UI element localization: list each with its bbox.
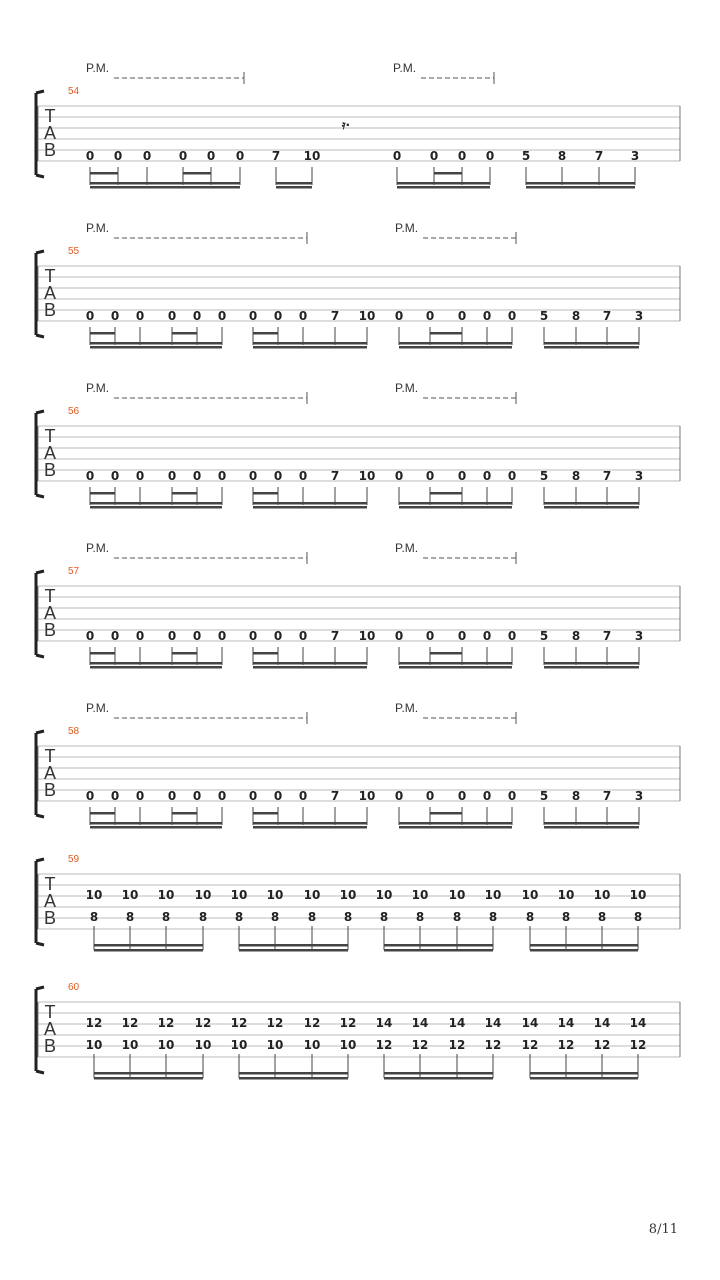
tab-clef-letter: A — [43, 443, 57, 463]
beam — [544, 346, 639, 349]
beam — [90, 346, 222, 349]
beam — [397, 182, 490, 185]
beam — [384, 949, 493, 952]
fret-number: 0 — [85, 469, 95, 483]
fret-number: 8 — [571, 309, 581, 323]
beam — [172, 332, 197, 335]
fret-number: 0 — [135, 789, 145, 803]
beam — [399, 666, 512, 669]
palm-mute-label: P.M. — [86, 61, 110, 75]
fret-number: 8 — [525, 910, 535, 924]
fret-number: 0 — [248, 309, 258, 323]
beam — [90, 662, 222, 665]
fret-number: 14 — [557, 1016, 575, 1030]
fret-number: 7 — [602, 789, 612, 803]
fret-number: 0 — [507, 469, 517, 483]
fret-number: 0 — [425, 309, 435, 323]
fret-number: 10 — [266, 1038, 284, 1052]
beam — [90, 666, 222, 669]
beam — [530, 1072, 638, 1075]
fret-number: 12 — [339, 1016, 357, 1030]
fret-number: 0 — [394, 309, 404, 323]
beam — [94, 1077, 203, 1080]
beam — [90, 182, 240, 185]
fret-number: 0 — [167, 789, 177, 803]
fret-number: 12 — [521, 1038, 539, 1052]
beam — [399, 342, 512, 345]
fret-number: 8 — [343, 910, 353, 924]
beam — [276, 182, 312, 185]
fret-number: 12 — [266, 1016, 284, 1030]
staff-bracket — [36, 411, 44, 497]
beam — [430, 492, 462, 495]
tab-clef-letter: T — [44, 266, 56, 286]
fret-number: 14 — [521, 1016, 539, 1030]
palm-mute-label: P.M. — [395, 381, 419, 395]
fret-number: 0 — [298, 629, 308, 643]
fret-number: 0 — [167, 629, 177, 643]
fret-number: 0 — [178, 149, 188, 163]
beam — [544, 822, 639, 825]
beam — [172, 812, 197, 815]
beam — [253, 506, 367, 509]
fret-number: 0 — [425, 629, 435, 643]
fret-number: 14 — [593, 1016, 611, 1030]
staff-bracket — [36, 987, 44, 1073]
fret-number: 10 — [194, 888, 212, 902]
fret-number: 7 — [602, 469, 612, 483]
beam — [253, 662, 367, 665]
fret-number: 10 — [266, 888, 284, 902]
fret-number: 0 — [394, 629, 404, 643]
beam — [253, 652, 278, 655]
fret-number: 0 — [485, 149, 495, 163]
beam — [90, 342, 222, 345]
fret-number: 0 — [482, 309, 492, 323]
beam — [253, 346, 367, 349]
fret-number: 10 — [85, 888, 103, 902]
fret-number: 7 — [330, 469, 340, 483]
beam — [544, 506, 639, 509]
fret-number: 0 — [429, 149, 439, 163]
fret-number: 12 — [157, 1016, 175, 1030]
fret-number: 12 — [629, 1038, 647, 1052]
fret-number: 12 — [593, 1038, 611, 1052]
fret-number: 0 — [298, 469, 308, 483]
beam — [253, 502, 367, 505]
tab-clef-letter: T — [44, 746, 56, 766]
fret-number: 12 — [303, 1016, 321, 1030]
fret-number: 5 — [539, 309, 549, 323]
fret-number: 3 — [634, 789, 644, 803]
fret-number: 0 — [248, 789, 258, 803]
beam — [430, 812, 462, 815]
fret-number: 0 — [482, 469, 492, 483]
beam — [430, 332, 462, 335]
fret-number: 7 — [330, 789, 340, 803]
fret-number: 0 — [248, 629, 258, 643]
fret-number: 0 — [482, 629, 492, 643]
fret-number: 0 — [192, 469, 202, 483]
staff-bracket — [36, 859, 44, 945]
beam — [90, 506, 222, 509]
fret-number: 7 — [330, 629, 340, 643]
fret-number: 10 — [375, 888, 393, 902]
fret-number: 0 — [110, 309, 120, 323]
fret-number: 0 — [425, 469, 435, 483]
beam — [172, 492, 197, 495]
fret-number: 10 — [593, 888, 611, 902]
tab-clef-letter: A — [43, 1019, 57, 1039]
beam — [434, 172, 462, 175]
fret-number: 8 — [234, 910, 244, 924]
fret-number: 10 — [521, 888, 539, 902]
fret-number: 0 — [135, 469, 145, 483]
fret-number: 0 — [113, 149, 123, 163]
fret-number: 0 — [217, 789, 227, 803]
fret-number: 0 — [85, 149, 95, 163]
fret-number: 14 — [375, 1016, 393, 1030]
fret-number: 0 — [507, 309, 517, 323]
fret-number: 8 — [198, 910, 208, 924]
palm-mute-label: P.M. — [86, 541, 110, 555]
tab-clef-letter: A — [43, 763, 57, 783]
beam — [526, 186, 635, 189]
beam — [384, 1072, 493, 1075]
fret-number: 10 — [303, 149, 321, 163]
beam — [544, 666, 639, 669]
fret-number: 0 — [273, 469, 283, 483]
fret-number: 0 — [457, 149, 467, 163]
fret-number: 10 — [85, 1038, 103, 1052]
beam — [90, 502, 222, 505]
fret-number: 0 — [192, 629, 202, 643]
beam — [253, 812, 278, 815]
fret-number: 0 — [482, 789, 492, 803]
fret-number: 10 — [339, 1038, 357, 1052]
tab-clef-letter: T — [44, 426, 56, 446]
fret-number: 0 — [135, 309, 145, 323]
fret-number: 8 — [452, 910, 462, 924]
beam — [399, 662, 512, 665]
tab-clef-letter: T — [44, 874, 56, 894]
fret-number: 10 — [303, 1038, 321, 1052]
fret-number: 12 — [484, 1038, 502, 1052]
fret-number: 5 — [539, 789, 549, 803]
tab-clef-letter: B — [43, 300, 57, 320]
fret-number: 8 — [557, 149, 567, 163]
fret-number: 10 — [230, 888, 248, 902]
fret-number: 5 — [539, 469, 549, 483]
measure-number: 56 — [68, 406, 80, 417]
fret-number: 0 — [110, 469, 120, 483]
fret-number: 0 — [192, 309, 202, 323]
fret-number: 0 — [110, 629, 120, 643]
beam — [239, 949, 348, 952]
fret-number: 14 — [411, 1016, 429, 1030]
fret-number: 8 — [161, 910, 171, 924]
palm-mute-label: P.M. — [393, 61, 417, 75]
beam — [544, 342, 639, 345]
palm-mute-label: P.M. — [86, 381, 110, 395]
tab-clef-letter: B — [43, 1036, 57, 1056]
tab-clef-letter: A — [43, 123, 57, 143]
beam — [90, 492, 115, 495]
fret-number: 10 — [557, 888, 575, 902]
beam — [253, 666, 367, 669]
page-number: 8/11 — [648, 1222, 678, 1237]
beam — [90, 826, 222, 829]
beam — [399, 346, 512, 349]
fret-number: 8 — [307, 910, 317, 924]
fret-number: 0 — [206, 149, 216, 163]
tab-clef-letter: T — [44, 106, 56, 126]
fret-number: 14 — [629, 1016, 647, 1030]
palm-mute-label: P.M. — [395, 221, 419, 235]
staff-bracket — [36, 731, 44, 817]
beam — [253, 342, 367, 345]
fret-number: 0 — [85, 309, 95, 323]
fret-number: 12 — [121, 1016, 139, 1030]
beam — [253, 826, 367, 829]
tab-clef-letter: A — [43, 283, 57, 303]
tab-clef-letter: A — [43, 891, 57, 911]
fret-number: 0 — [457, 469, 467, 483]
beam — [384, 944, 493, 947]
beam — [544, 826, 639, 829]
beam — [253, 492, 278, 495]
fret-number: 10 — [358, 629, 376, 643]
beam — [544, 502, 639, 505]
beam — [530, 949, 638, 952]
beam — [239, 1072, 348, 1075]
fret-number: 3 — [634, 309, 644, 323]
fret-number: 0 — [394, 469, 404, 483]
tab-clef-letter: B — [43, 140, 57, 160]
fret-number: 0 — [507, 629, 517, 643]
fret-number: 3 — [634, 629, 644, 643]
fret-number: 7 — [271, 149, 281, 163]
beam — [94, 944, 203, 947]
fret-number: 0 — [235, 149, 245, 163]
beam — [530, 1077, 638, 1080]
beam — [90, 172, 118, 175]
fret-number: 0 — [507, 789, 517, 803]
tab-clef-letter: A — [43, 603, 57, 623]
fret-number: 8 — [415, 910, 425, 924]
fret-number: 10 — [358, 309, 376, 323]
staff-bracket — [36, 91, 44, 177]
beam — [399, 826, 512, 829]
beam — [430, 652, 462, 655]
fret-number: 12 — [375, 1038, 393, 1052]
measure-number: 59 — [68, 854, 80, 865]
fret-number: 0 — [298, 309, 308, 323]
fret-number: 5 — [521, 149, 531, 163]
fret-number: 10 — [448, 888, 466, 902]
fret-number: 8 — [561, 910, 571, 924]
palm-mute-label: P.M. — [86, 701, 110, 715]
fret-number: 12 — [230, 1016, 248, 1030]
beam — [384, 1077, 493, 1080]
beam — [397, 186, 490, 189]
fret-number: 8 — [270, 910, 280, 924]
fret-number: 10 — [358, 469, 376, 483]
fret-number: 12 — [448, 1038, 466, 1052]
measure-number: 54 — [68, 86, 80, 97]
tab-clef-letter: B — [43, 780, 57, 800]
fret-number: 0 — [392, 149, 402, 163]
fret-number: 8 — [379, 910, 389, 924]
fret-number: 0 — [273, 309, 283, 323]
fret-number: 12 — [411, 1038, 429, 1052]
fret-number: 10 — [629, 888, 647, 902]
rest-symbol: 𝄿· — [341, 118, 351, 132]
fret-number: 3 — [630, 149, 640, 163]
fret-number: 7 — [330, 309, 340, 323]
fret-number: 10 — [339, 888, 357, 902]
beam — [399, 822, 512, 825]
fret-number: 0 — [457, 789, 467, 803]
beam — [94, 949, 203, 952]
fret-number: 5 — [539, 629, 549, 643]
beam — [239, 1077, 348, 1080]
measure-number: 55 — [68, 246, 80, 257]
fret-number: 0 — [425, 789, 435, 803]
fret-number: 0 — [85, 629, 95, 643]
fret-number: 0 — [217, 309, 227, 323]
fret-number: 8 — [633, 910, 643, 924]
fret-number: 8 — [571, 629, 581, 643]
fret-number: 8 — [125, 910, 135, 924]
fret-number: 12 — [85, 1016, 103, 1030]
fret-number: 0 — [135, 629, 145, 643]
measure-number: 60 — [68, 982, 80, 993]
fret-number: 14 — [484, 1016, 502, 1030]
fret-number: 10 — [157, 888, 175, 902]
beam — [526, 182, 635, 185]
fret-number: 0 — [457, 629, 467, 643]
palm-mute-label: P.M. — [86, 221, 110, 235]
fret-number: 7 — [602, 629, 612, 643]
palm-mute-label: P.M. — [395, 701, 419, 715]
beam — [90, 812, 115, 815]
fret-number: 10 — [121, 888, 139, 902]
beam — [239, 944, 348, 947]
fret-number: 8 — [597, 910, 607, 924]
beam — [544, 662, 639, 665]
measure-number: 57 — [68, 566, 80, 577]
fret-number: 0 — [457, 309, 467, 323]
fret-number: 0 — [110, 789, 120, 803]
fret-number: 10 — [121, 1038, 139, 1052]
fret-number: 8 — [571, 789, 581, 803]
fret-number: 7 — [602, 309, 612, 323]
fret-number: 10 — [303, 888, 321, 902]
fret-number: 10 — [484, 888, 502, 902]
fret-number: 12 — [194, 1016, 212, 1030]
fret-number: 7 — [594, 149, 604, 163]
fret-number: 0 — [167, 309, 177, 323]
fret-number: 0 — [85, 789, 95, 803]
beam — [183, 172, 211, 175]
beam — [399, 502, 512, 505]
fret-number: 0 — [217, 629, 227, 643]
palm-mute-label: P.M. — [395, 541, 419, 555]
fret-number: 3 — [634, 469, 644, 483]
fret-number: 0 — [394, 789, 404, 803]
staff-bracket — [36, 571, 44, 657]
fret-number: 10 — [157, 1038, 175, 1052]
beam — [253, 822, 367, 825]
fret-number: 0 — [273, 789, 283, 803]
fret-number: 10 — [230, 1038, 248, 1052]
beam — [276, 186, 312, 189]
measure-number: 58 — [68, 726, 80, 737]
fret-number: 0 — [298, 789, 308, 803]
beam — [90, 186, 240, 189]
beam — [90, 652, 115, 655]
beam — [90, 332, 115, 335]
tab-clef-letter: T — [44, 586, 56, 606]
fret-number: 12 — [557, 1038, 575, 1052]
beam — [90, 822, 222, 825]
tab-clef-letter: B — [43, 460, 57, 480]
fret-number: 8 — [571, 469, 581, 483]
beam — [253, 332, 278, 335]
tab-clef-letter: B — [43, 620, 57, 640]
fret-number: 8 — [89, 910, 99, 924]
fret-number: 0 — [142, 149, 152, 163]
fret-number: 0 — [217, 469, 227, 483]
fret-number: 10 — [194, 1038, 212, 1052]
fret-number: 14 — [448, 1016, 466, 1030]
staff-bracket — [36, 251, 44, 337]
fret-number: 0 — [192, 789, 202, 803]
fret-number: 10 — [358, 789, 376, 803]
beam — [530, 944, 638, 947]
fret-number: 0 — [167, 469, 177, 483]
tab-clef-letter: B — [43, 908, 57, 928]
beam — [172, 652, 197, 655]
fret-number: 8 — [488, 910, 498, 924]
fret-number: 0 — [248, 469, 258, 483]
beam — [94, 1072, 203, 1075]
fret-number: 0 — [273, 629, 283, 643]
beam — [399, 506, 512, 509]
tab-clef-letter: T — [44, 1002, 56, 1022]
fret-number: 10 — [411, 888, 429, 902]
